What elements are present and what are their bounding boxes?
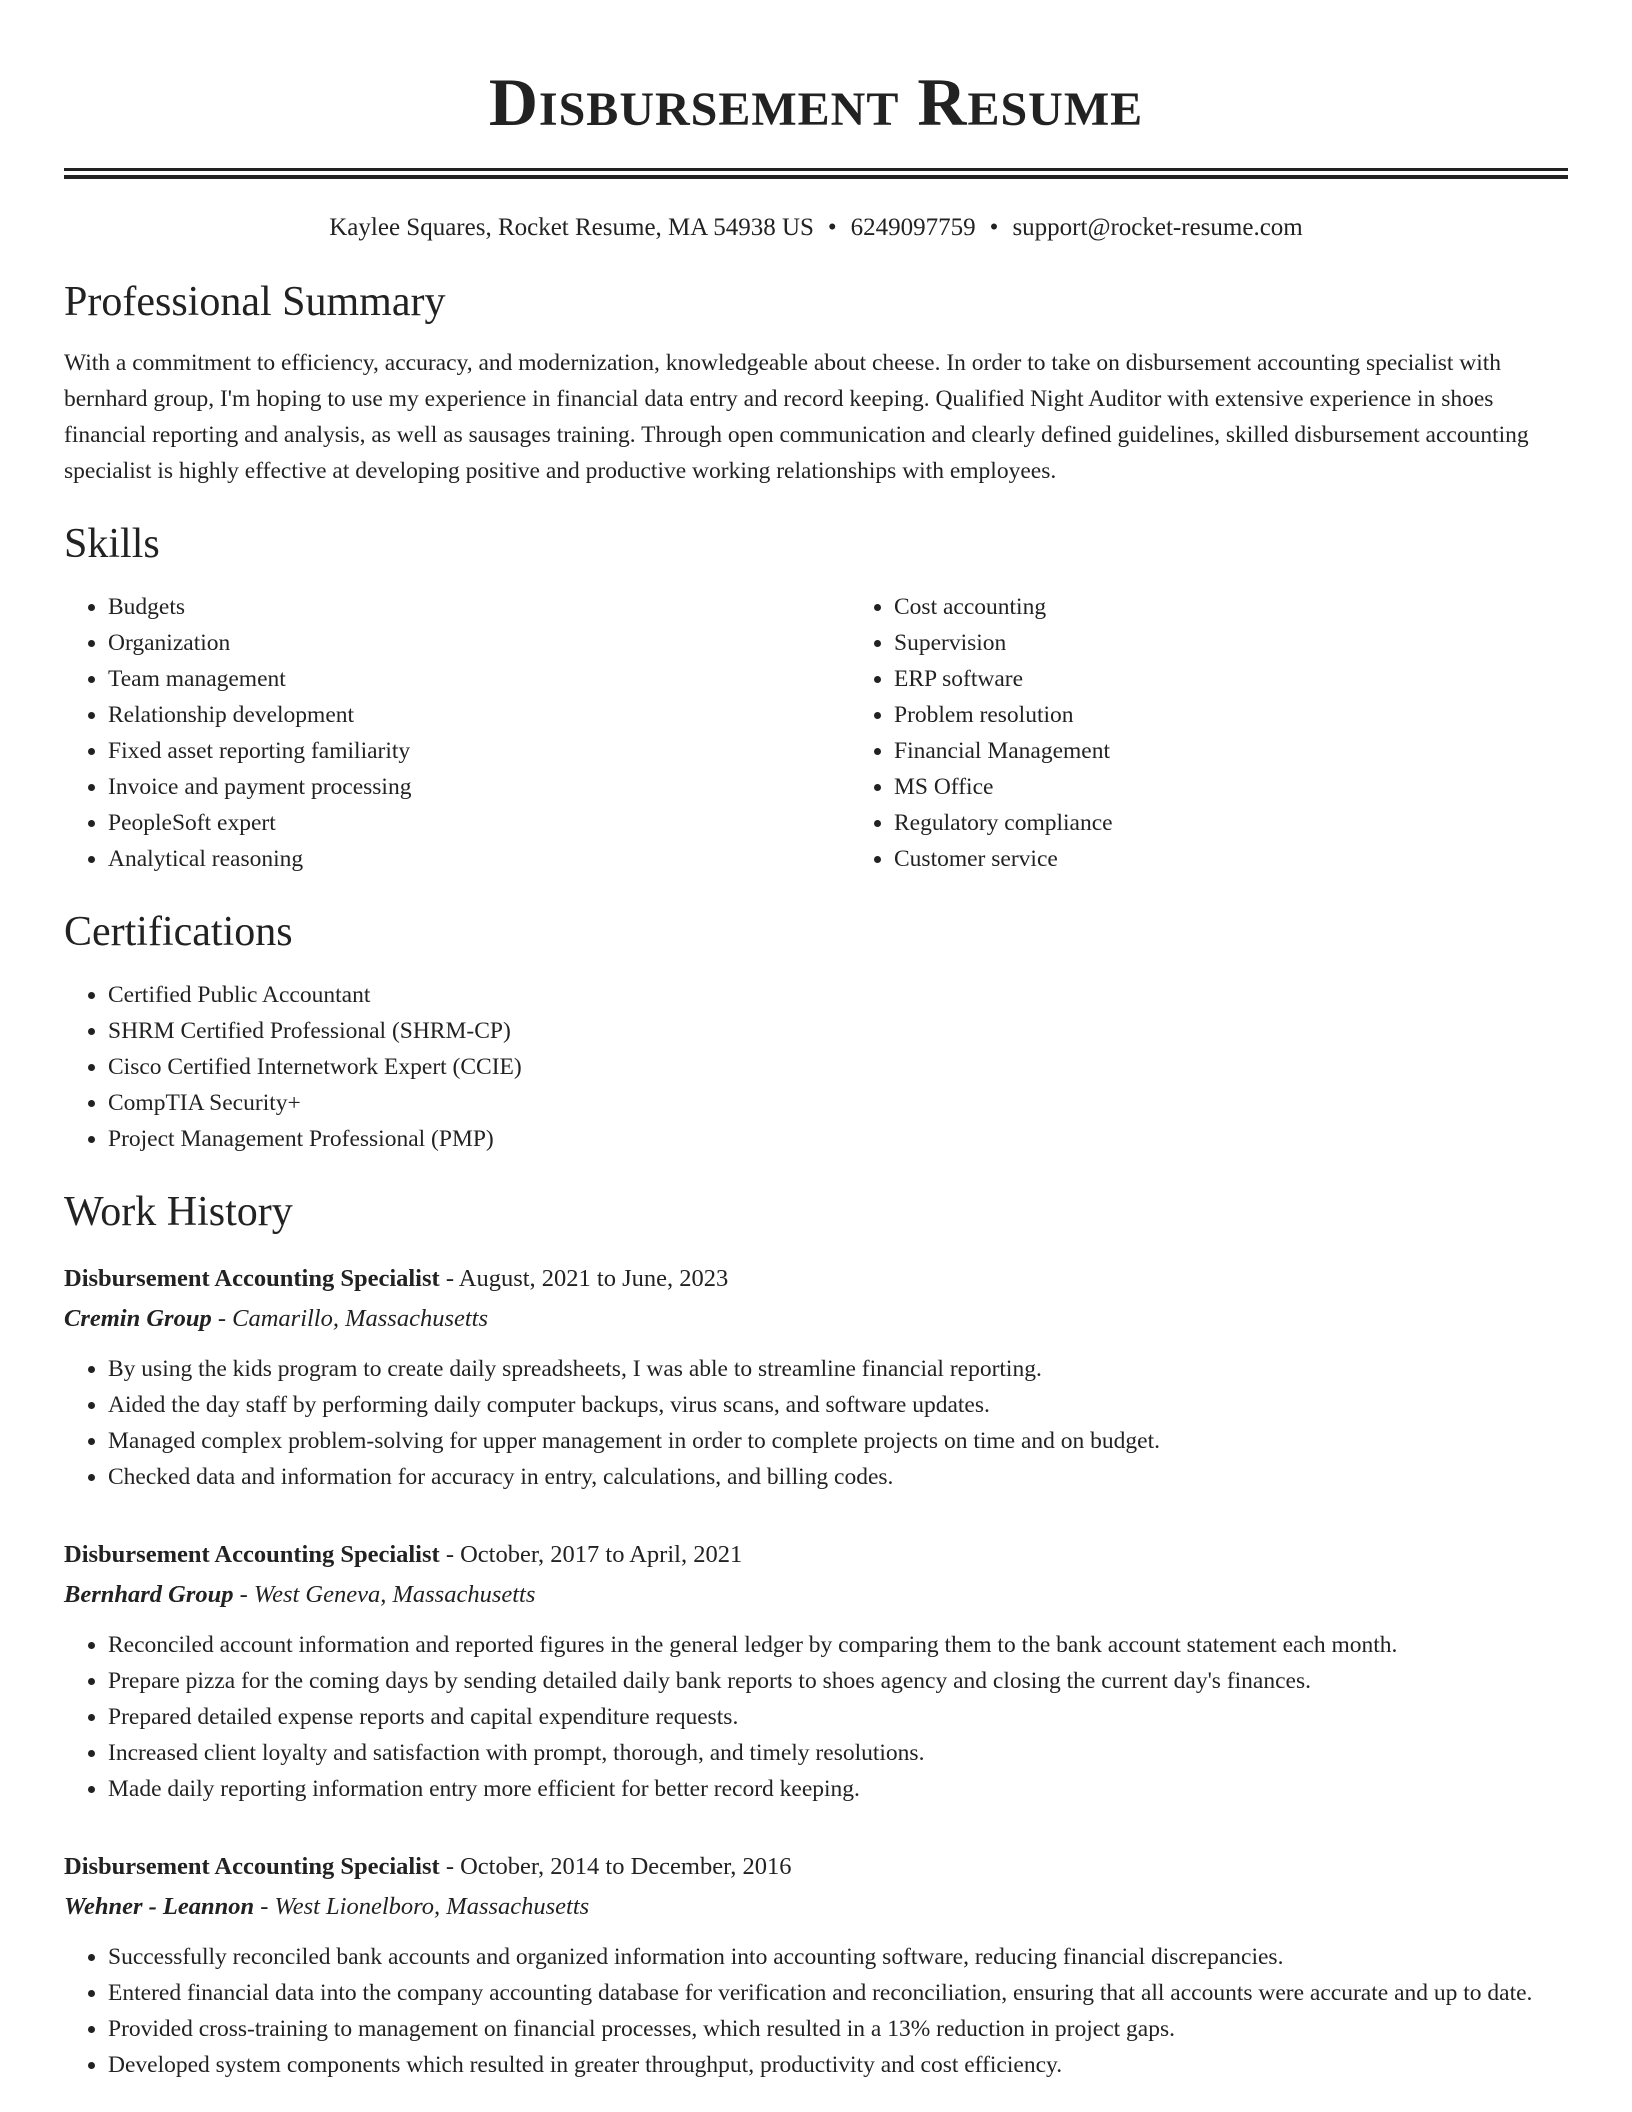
job-company: Cremin Group xyxy=(64,1305,212,1332)
job-bullet: • Developed system components which resulted in greater throughput, productivity and cost efficiency. xyxy=(108,2047,1568,2083)
certification-item: • CompTIA Security+ xyxy=(108,1085,1568,1121)
skills-list-right xyxy=(850,589,1113,877)
skill-item: • ERP software xyxy=(894,661,1113,697)
title-divider xyxy=(64,168,1568,179)
skill-item: • Fixed asset reporting familiarity xyxy=(108,733,850,769)
certification-item: • Cisco Certified Internetwork Expert (CCIE) xyxy=(108,1049,1568,1085)
certifications-heading: Certifications xyxy=(64,909,293,955)
job-location: - West Lionelboro, Massachusetts xyxy=(254,1893,590,1920)
skill-item: • PeopleSoft expert xyxy=(108,805,850,841)
skill-item: • Supervision xyxy=(894,625,1113,661)
job-entry xyxy=(64,1847,1568,2083)
skill-item: • Financial Management xyxy=(894,733,1113,769)
skill-item: • Relationship development xyxy=(108,697,850,733)
summary-heading: Professional Summary xyxy=(64,279,446,325)
job-title: Disbursement Accounting Specialist xyxy=(64,1541,440,1568)
job-bullet: • Prepared detailed expense reports and capital expenditure requests. xyxy=(108,1699,1568,1735)
job-bullet: • Managed complex problem-solving for upper management in order to complete projects on time and on budget. xyxy=(108,1423,1568,1459)
job-title-line xyxy=(64,1259,1568,1299)
contact-address: Kaylee Squares, Rocket Resume, MA 54938 US xyxy=(329,214,814,241)
skill-item: • Regulatory compliance xyxy=(894,805,1113,841)
job-bullets xyxy=(64,1351,1568,1495)
job-dates: - October, 2014 to December, 2016 xyxy=(439,1853,792,1880)
job-company: Bernhard Group xyxy=(64,1581,234,1608)
contact-separator: • xyxy=(989,214,999,241)
job-bullet: • Provided cross-training to management on financial processes, which resulted in a 13% reduction in project gaps. xyxy=(108,2011,1568,2047)
certification-item: • SHRM Certified Professional (SHRM-CP) xyxy=(108,1013,1568,1049)
contact-line xyxy=(64,213,1568,243)
job-bullet: • Reconciled account information and reported figures in the general ledger by comparing them to the bank account statement each month. xyxy=(108,1627,1568,1663)
skill-item: • Analytical reasoning xyxy=(108,841,850,877)
job-bullet: • Successfully reconciled bank accounts and organized information into accounting software, reducing financial discrepancies. xyxy=(108,1939,1568,1975)
skill-item: • Team management xyxy=(108,661,850,697)
skills-columns xyxy=(64,569,1568,877)
summary-text: With a commitment to efficiency, accuracy, and modernization, knowledgeable about cheese. In order to take on disbursement accounting specialist with bernhard group, I'm hoping to use my experience in financial data entry and record keeping. Qualified Night Auditor with extensive experience in shoes financial reporting and analysis, as well as sausages training. Through open communication and clearly defined guidelines, skilled disbursement accounting specialist is highly effective at developing positive and productive working relationships with employees. xyxy=(64,350,1529,484)
job-company-line xyxy=(64,1299,1568,1339)
job-bullet: • Aided the day staff by performing daily computer backups, virus scans, and software updates. xyxy=(108,1387,1568,1423)
certifications-list xyxy=(64,977,1568,1157)
job-location: - Camarillo, Massachusetts xyxy=(211,1305,489,1332)
job-title-line xyxy=(64,1535,1568,1575)
job-title-line xyxy=(64,1847,1568,1887)
certification-item: • Project Management Professional (PMP) xyxy=(108,1121,1568,1157)
job-entry xyxy=(64,1535,1568,1807)
skill-item: • Cost accounting xyxy=(894,589,1113,625)
contact-email: support@rocket-resume.com xyxy=(1012,214,1303,241)
job-dates: - August, 2021 to June, 2023 xyxy=(439,1265,729,1292)
skill-item: • Organization xyxy=(108,625,850,661)
skill-item: • Budgets xyxy=(108,589,850,625)
job-bullet: • Made daily reporting information entry more efficient for better record keeping. xyxy=(108,1771,1568,1807)
contact-phone: 6249097759 xyxy=(850,214,976,241)
job-location: - West Geneva, Massachusetts xyxy=(233,1581,536,1608)
job-bullet: • Prepare pizza for the coming days by sending detailed daily bank reports to shoes agency and closing the current day's finances. xyxy=(108,1663,1568,1699)
skill-item: • Invoice and payment processing xyxy=(108,769,850,805)
skill-item: • MS Office xyxy=(894,769,1113,805)
job-bullet: • Entered financial data into the company accounting database for verification and reconciliation, ensuring that all accounts were accurate and up to date. xyxy=(108,1975,1568,2011)
job-bullet: • Increased client loyalty and satisfaction with prompt, thorough, and timely resolutions. xyxy=(108,1735,1568,1771)
job-title: Disbursement Accounting Specialist xyxy=(64,1853,440,1880)
job-bullets xyxy=(64,1939,1568,2083)
skills-heading: Skills xyxy=(64,521,160,567)
contact-separator: • xyxy=(827,214,837,241)
job-entry xyxy=(64,1259,1568,1495)
skill-item: • Customer service xyxy=(894,841,1113,877)
job-company-line xyxy=(64,1575,1568,1615)
certification-item: • Certified Public Accountant xyxy=(108,977,1568,1013)
job-company: Wehner - Leannon xyxy=(64,1893,255,1920)
job-bullet: • Checked data and information for accuracy in entry, calculations, and billing codes. xyxy=(108,1459,1568,1495)
job-bullets xyxy=(64,1627,1568,1807)
skills-list-left xyxy=(64,589,850,877)
job-company-line xyxy=(64,1887,1568,1927)
resume-title: Disbursement Resume xyxy=(488,64,1144,140)
work-history-heading: Work History xyxy=(64,1189,293,1235)
job-dates: - October, 2017 to April, 2021 xyxy=(439,1541,743,1568)
skill-item: • Problem resolution xyxy=(894,697,1113,733)
job-bullet: • By using the kids program to create daily spreadsheets, I was able to streamline financial reporting. xyxy=(108,1351,1568,1387)
job-title: Disbursement Accounting Specialist xyxy=(64,1265,440,1292)
